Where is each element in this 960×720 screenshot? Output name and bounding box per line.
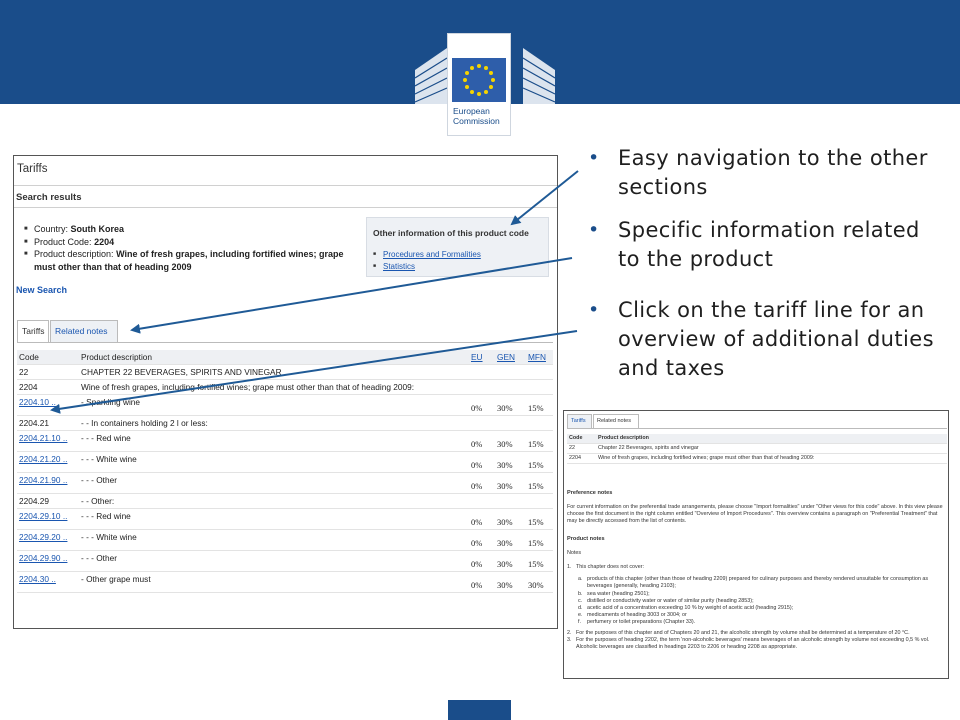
bullet-navigation: • Easy navigation to the other sections bbox=[588, 144, 948, 202]
divider bbox=[14, 185, 558, 186]
footer-block bbox=[448, 700, 511, 720]
row-code: 2204.21 bbox=[19, 418, 49, 428]
row-description: Chapter 22 Beverages, spirits and vinegar bbox=[598, 445, 699, 451]
row-description: - - - Red wine bbox=[81, 433, 131, 443]
header-eu[interactable]: EU bbox=[471, 352, 483, 362]
other-information-box bbox=[366, 217, 549, 277]
preference-notes-text: For current information on the preferential trade arrangements, please choose "Import formalities" under "Other views for this code" above. In this view please choose the first document in the right column entitled "Overview of Import Procedures". This overview contains a paragraph on "Preferential Treatment" that may be directly accessed from the list of contents. bbox=[567, 504, 943, 525]
note-subitem: d. acetic acid of a concentration exceeding 10 % by weight of acetic acid (heading 2915); bbox=[578, 605, 794, 612]
table-row[interactable] bbox=[17, 431, 553, 452]
row-description: - - In containers holding 2 l or less: bbox=[81, 418, 208, 428]
rate-eu: 0% bbox=[471, 538, 483, 548]
tariff-line-link[interactable]: 2204.21.20 .. bbox=[19, 454, 68, 464]
tariff-line-link[interactable]: 2204.29.20 .. bbox=[19, 532, 68, 542]
tab-related-notes[interactable]: Related notes bbox=[593, 414, 639, 429]
note-subitem: a. products of this chapter (other than those of heading 2209) prepared for culinary purposes and thereby rendered unsuitable for consumption as beverages (generally, heading 2103); bbox=[578, 576, 929, 590]
rate-eu: 0% bbox=[471, 559, 483, 569]
product-code-item: ■ Product Code: 2204 bbox=[24, 236, 354, 249]
header-mfn[interactable]: MFN bbox=[528, 352, 546, 362]
note-subitem: c. distilled or conductivity water or water of similar purity (heading 2853); bbox=[578, 597, 754, 604]
row-code: 2204 bbox=[19, 382, 38, 392]
rate-mfn: 15% bbox=[528, 460, 544, 470]
notes-list bbox=[567, 564, 945, 651]
rate-eu: 0% bbox=[471, 517, 483, 527]
row-description: - - - Other bbox=[81, 553, 117, 563]
table-row[interactable] bbox=[17, 530, 553, 551]
rate-gen: 30% bbox=[497, 403, 513, 413]
notes-label: Notes bbox=[567, 550, 582, 556]
header-description: Product description bbox=[81, 352, 153, 362]
preference-notes-heading: Preference notes bbox=[567, 490, 613, 496]
rate-mfn: 15% bbox=[528, 439, 544, 449]
search-summary bbox=[24, 223, 354, 273]
statistics-link[interactable]: ■ Statistics bbox=[373, 261, 542, 273]
rate-gen: 30% bbox=[497, 481, 513, 491]
tab-tariffs[interactable]: Tariffs bbox=[567, 414, 592, 429]
rate-eu: 0% bbox=[471, 481, 483, 491]
divider bbox=[567, 428, 947, 429]
table-header bbox=[17, 350, 553, 365]
row-description: - - - Red wine bbox=[81, 511, 131, 521]
table-row bbox=[17, 365, 553, 380]
procedures-link[interactable]: ■ Procedures and Formalities bbox=[373, 249, 542, 261]
page-title: Tariffs bbox=[17, 163, 48, 175]
search-results-heading: Search results bbox=[16, 192, 82, 203]
logo-text: European Commission bbox=[453, 106, 500, 126]
country-item: ■ Country: South Korea bbox=[24, 223, 354, 236]
rate-mfn: 30% bbox=[528, 580, 544, 590]
other-info-title: Other information of this product code bbox=[373, 228, 529, 238]
bullet-tariff-line: • Click on the tariff line for an overview of additional duties and taxes bbox=[588, 296, 948, 383]
note-subitem: f. perfumery or toilet preparations (Chapter 33). bbox=[578, 619, 696, 626]
divider bbox=[17, 342, 553, 343]
tariff-line-link[interactable]: 2204.30 .. bbox=[19, 574, 56, 584]
row-code: 2204 bbox=[569, 455, 581, 461]
table-row[interactable] bbox=[17, 452, 553, 473]
row-description: - - - White wine bbox=[81, 454, 137, 464]
tariff-line-link[interactable]: 2204.21.90 .. bbox=[19, 475, 68, 485]
tariff-table bbox=[17, 350, 553, 593]
bullet-list bbox=[588, 144, 948, 383]
rate-eu: 0% bbox=[471, 580, 483, 590]
table-header bbox=[567, 434, 947, 444]
table-row[interactable] bbox=[17, 509, 553, 530]
row-description: Wine of fresh grapes, including fortified wines; grape must other than that of heading 2009: bbox=[598, 455, 815, 461]
table-row[interactable] bbox=[17, 473, 553, 494]
rate-mfn: 15% bbox=[528, 559, 544, 569]
row-description: CHAPTER 22 BEVERAGES, SPIRITS AND VINEGAR bbox=[81, 367, 282, 377]
table-row bbox=[17, 416, 553, 431]
row-description: - Sparkling wine bbox=[81, 397, 141, 407]
tariff-line-link[interactable]: 2204.21.10 .. bbox=[19, 433, 68, 443]
row-code: 22 bbox=[19, 367, 29, 377]
new-search-link[interactable]: New Search bbox=[16, 285, 68, 295]
rate-gen: 30% bbox=[497, 538, 513, 548]
tariff-line-link[interactable]: 2204.29.90 .. bbox=[19, 553, 68, 563]
header-gen[interactable]: GEN bbox=[497, 352, 515, 362]
eu-flag-icon bbox=[452, 58, 506, 102]
related-notes-screenshot bbox=[563, 410, 949, 679]
header-code: Code bbox=[19, 352, 39, 362]
row-code: 22 bbox=[569, 445, 575, 451]
tab-tariffs[interactable]: Tariffs bbox=[17, 320, 49, 342]
header-description: Product description bbox=[598, 435, 649, 441]
notes-table bbox=[567, 434, 947, 464]
row-description: - - - Other bbox=[81, 475, 117, 485]
tariff-line-link[interactable]: 2204.10 .. bbox=[19, 397, 56, 407]
row-description: Wine of fresh grapes, including fortified wines; grape must other than that of heading 2009: bbox=[81, 382, 414, 392]
rate-eu: 0% bbox=[471, 460, 483, 470]
row-description: - Other grape must bbox=[81, 574, 151, 584]
table-row[interactable] bbox=[17, 551, 553, 572]
note-item: 3. For the purposes of heading 2202, the term 'non-alcoholic beverages' means beverages of an alcoholic strength by volume not exceeding 0,5 % vol. Alcoholic beverages are classified in headings 2203 to 2206 or heading 2208 as appropriate. bbox=[567, 636, 930, 651]
rate-gen: 30% bbox=[497, 559, 513, 569]
bullet-specific-info: • Specific information related to the product bbox=[588, 216, 948, 274]
rate-mfn: 15% bbox=[528, 403, 544, 413]
table-row bbox=[567, 454, 947, 464]
rate-mfn: 15% bbox=[528, 517, 544, 527]
rate-mfn: 15% bbox=[528, 538, 544, 548]
row-description: - - - White wine bbox=[81, 532, 137, 542]
tariff-line-link[interactable]: 2204.29.10 .. bbox=[19, 511, 68, 521]
product-description-item: ■ Product description: Wine of fresh grapes, including fortified wines; grape must other than that of heading 2009 bbox=[24, 248, 354, 273]
product-notes-heading: Product notes bbox=[567, 536, 605, 542]
table-row bbox=[17, 494, 553, 509]
note-item: 1. This chapter does not cover: bbox=[567, 564, 645, 570]
row-code: 2204.29 bbox=[19, 496, 49, 506]
note-subitem: e. medicaments of heading 3003 or 3004; or bbox=[578, 612, 687, 619]
rate-mfn: 15% bbox=[528, 481, 544, 491]
rate-eu: 0% bbox=[471, 403, 483, 413]
table-row bbox=[567, 444, 947, 454]
note-subitem: b. sea water (heading 2501); bbox=[578, 590, 650, 597]
row-description: - - Other: bbox=[81, 496, 115, 506]
table-row[interactable] bbox=[17, 395, 553, 416]
rate-eu: 0% bbox=[471, 439, 483, 449]
note-item: 2. For the purposes of this chapter and of Chapters 20 and 21, the alcoholic strength by volume shall be determined at a temperature of 20 °C. bbox=[567, 629, 910, 636]
rate-gen: 30% bbox=[497, 439, 513, 449]
rate-gen: 30% bbox=[497, 460, 513, 470]
tariffs-screenshot bbox=[13, 155, 558, 629]
table-row bbox=[17, 380, 553, 395]
divider bbox=[14, 207, 558, 208]
tab-related-notes[interactable]: Related notes bbox=[50, 320, 118, 342]
table-row[interactable] bbox=[17, 572, 553, 593]
rate-gen: 30% bbox=[497, 580, 513, 590]
european-commission-logo bbox=[447, 33, 511, 136]
rate-gen: 30% bbox=[497, 517, 513, 527]
header-code: Code bbox=[569, 435, 583, 441]
